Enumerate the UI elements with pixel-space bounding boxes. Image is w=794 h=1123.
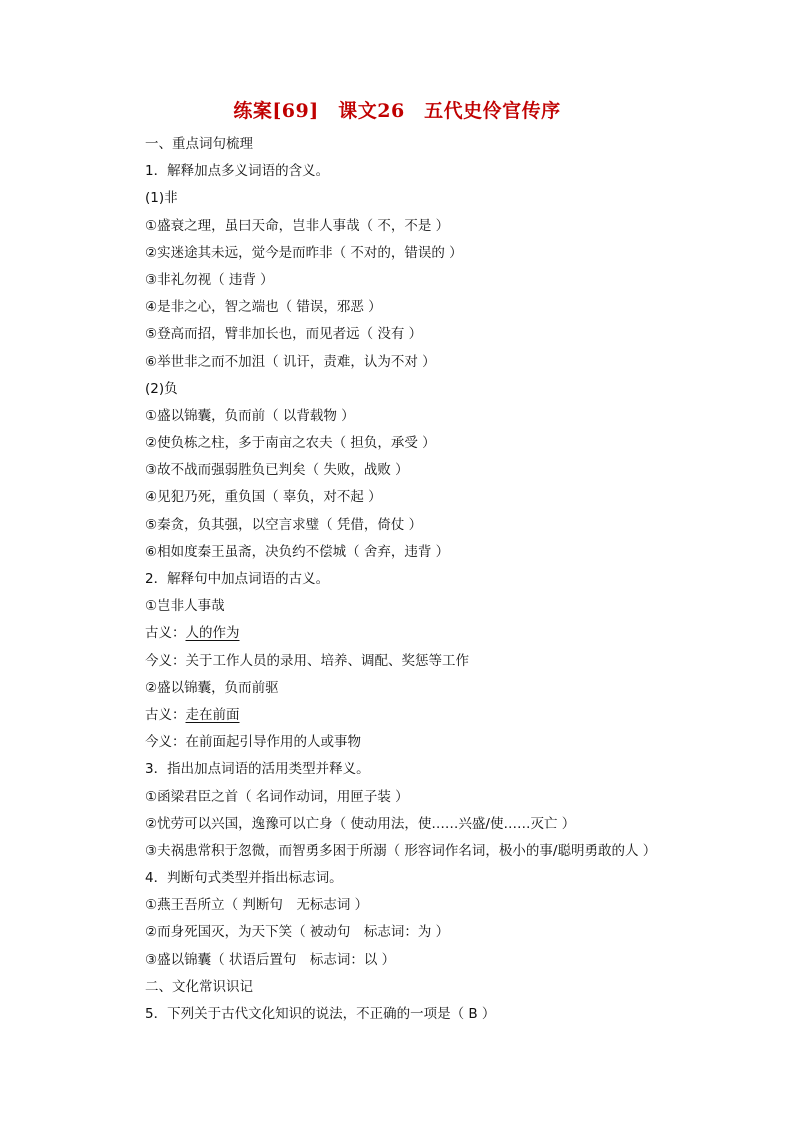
text-line: ①盛以锦囊，负而前（ 以背载物 ）: [145, 407, 355, 424]
text-line: 今义：关于工作人员的录用、培养、调配、奖惩等工作: [145, 652, 469, 669]
underlined-answer: 人的作为: [185, 625, 240, 642]
text-line: ③夫祸患常积于忽微，而智勇多困于所溺（ 形容词作名词，极小的事/聪明勇敢的人 ）: [145, 842, 657, 859]
section-heading: 一、重点词句梳理: [145, 136, 253, 152]
text-line: ①燕王吾所立（ 判断句 无标志词 ）: [145, 897, 369, 914]
text-line: ①函梁君臣之首（ 名词作动词，用匣子装 ）: [145, 788, 409, 805]
subheading-line: (2)负: [145, 380, 178, 397]
answer-label: 古义：: [145, 625, 186, 642]
text-line: ②使负栋之柱，多于南亩之农夫（ 担负，承受 ）: [145, 435, 436, 452]
text-line: ②而身死国灭，为天下笑（ 被动句 标志词：为 ）: [145, 924, 450, 941]
text-line: ③非礼勿视（ 违背 ）: [145, 271, 274, 288]
question-line: 5．下列关于古代文化知识的说法，不正确的一项是（ B ）: [145, 1006, 496, 1022]
text-line: ④见犯乃死，重负国（ 辜负，对不起 ）: [145, 489, 382, 506]
underlined-answer: 走在前面: [185, 706, 240, 723]
text-line: ③盛以锦囊（ 状语后置句 标志词：以 ）: [145, 951, 396, 968]
question-line: 2．解释句中加点词语的古义。: [145, 571, 330, 587]
text-line: ①岂非人事哉: [145, 598, 225, 615]
document-title: 练案[69] 课文26 五代史伶官传序: [233, 100, 561, 122]
question-line: 3．指出加点词语的活用类型并释义。: [145, 761, 370, 778]
text-line: ⑤秦贪，负其强，以空言求璧（ 凭借，倚仗 ）: [145, 516, 423, 533]
answer-line: [145, 702, 775, 729]
text-line: ⑤登高而招，臂非加长也，而见者远（ 没有 ）: [145, 326, 423, 343]
section-heading: 二、文化常识识记: [145, 978, 253, 995]
text-line: ③故不战而强弱胜负已判矣（ 失败，战败 ）: [145, 462, 409, 479]
text-line: ②实迷途其未远，觉今是而昨非（ 不对的，错误的 ）: [145, 244, 463, 261]
subheading-line: (1)非: [145, 190, 178, 207]
text-line: ④是非之心，智之端也（ 错误，邪恶 ）: [145, 299, 382, 316]
question-line: 1．解释加点多义词语的含义。: [145, 163, 330, 180]
text-line: ①盛衰之理，虽曰天命，岂非人事哉（ 不，不是 ）: [145, 217, 450, 234]
text-line: ②盛以锦囊，负而前驱: [145, 679, 279, 696]
question-line: 4．判断句式类型并指出标志词。: [145, 870, 343, 887]
answer-line: [145, 620, 775, 647]
text-line: ②忧劳可以兴国，逸豫可以亡身（ 使动用法，使……兴盛/使……灭亡 ）: [145, 815, 576, 832]
text-line: 今义：在前面起引导作用的人或事物: [145, 734, 361, 751]
document-body: [145, 131, 775, 1028]
text-line: ⑥相如度秦王虽斋，决负约不偿城（ 舍弃，违背 ）: [145, 543, 450, 560]
answer-label: 古义：: [145, 706, 186, 723]
text-line: ⑥举世非之而不加沮（ 讥讦，责难，认为不对 ）: [145, 353, 436, 370]
